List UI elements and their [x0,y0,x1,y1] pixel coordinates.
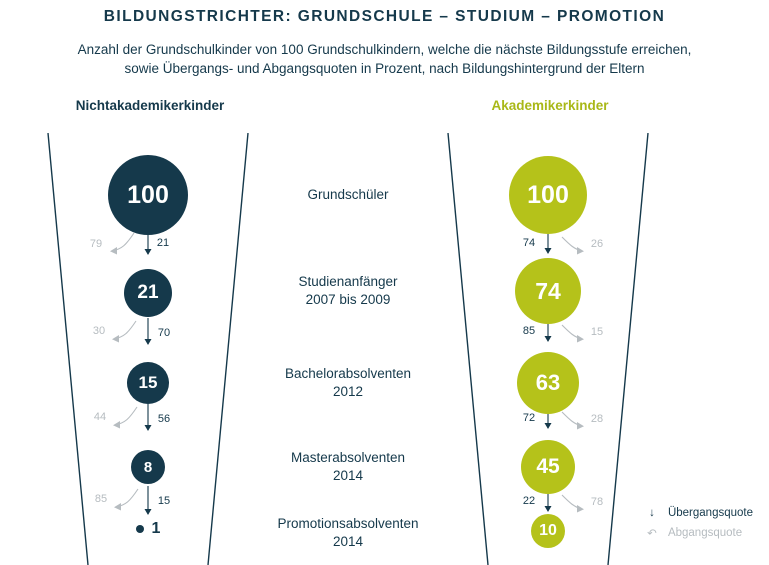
bubble-right-stage-5: 10 [531,514,565,548]
stage-label-2-line1: Studienanfänger [298,274,398,289]
stage-label-3-line1: Bachelorabsolventen [284,366,412,381]
stage-label-3-line2: 2012 [332,384,364,399]
page-subtitle [0,40,769,78]
bubble-left-stage-1: 100 [108,155,188,235]
bubble-right-stage-1: 100 [509,156,587,234]
rate-right-dropout-1: 26 [590,238,604,250]
stage-label-4-line1: Masterabsolventen [290,450,406,465]
stage-label-2-line2: 2007 bis 2009 [305,292,391,307]
column-header-akademikerkinder: Akademikerkinder [491,98,609,113]
stage-label-3 [218,365,478,401]
legend-item-dropout [642,526,753,540]
legend-label-dropout: Abgangsquote [667,527,743,539]
bubble-left-stage-5-label: 1 [151,520,161,537]
bubble-left-stage-5 [136,525,144,533]
arrow-down-icon: ↓ [649,507,655,519]
rate-left-dropout-4: 85 [94,493,108,505]
column-headers [0,98,769,122]
arrow-curve-icon: ↶ [647,528,657,540]
rate-right-dropout-3: 28 [590,413,604,425]
stage-label-4 [218,449,478,485]
rate-right-transition-1: 74 [522,237,536,249]
stage-label-4-line2: 2014 [332,468,364,483]
stage-label-5-line1: Promotionsabsolventen [277,516,419,531]
rate-right-transition-2: 85 [522,325,536,337]
rate-right-transition-3: 72 [522,412,536,424]
rate-right-transition-4: 22 [522,495,536,507]
subtitle-line-1: Anzahl der Grundschulkinder von 100 Grundschulkindern, welche die nächste Bildungsstufe erreichen, [77,42,692,57]
rate-left-dropout-3: 44 [93,411,107,423]
legend-item-transition [642,507,753,519]
legend [642,507,753,547]
page-title: BILDUNGSTRICHTER: GRUNDSCHULE – STUDIUM – PROMOTION [103,8,666,25]
bubble-left-stage-2: 21 [124,269,172,317]
legend-label-transition: Übergangsquote [667,507,753,519]
stage-label-2 [218,273,478,309]
stage-label-1-line1: Grundschüler [307,187,389,202]
subtitle-line-2: sowie Übergangs- und Abgangsquoten in Prozent, nach Bildungshintergrund der Eltern [124,61,645,76]
stage-label-5-line2: 2014 [332,534,364,549]
rate-left-transition-3: 56 [157,413,171,425]
bubble-left-stage-4: 8 [131,450,165,484]
funnel-chart [0,133,769,565]
rate-left-dropout-2: 30 [92,325,106,337]
stage-label-1 [218,186,478,204]
rate-left-transition-1: 21 [156,237,170,249]
bubble-right-stage-3: 63 [517,352,579,414]
rate-left-transition-2: 70 [157,327,171,339]
rate-left-dropout-1: 79 [89,238,103,250]
stage-label-5 [218,515,478,551]
rate-right-dropout-2: 15 [590,326,604,338]
rate-left-transition-4: 15 [157,495,171,507]
bubble-left-stage-3: 15 [127,362,169,404]
bubble-right-stage-4: 45 [521,440,575,494]
bubble-right-stage-2: 74 [515,258,581,324]
column-header-nichtakademikerkinder: Nichtakademikerkinder [75,98,225,113]
rate-right-dropout-4: 78 [590,496,604,508]
